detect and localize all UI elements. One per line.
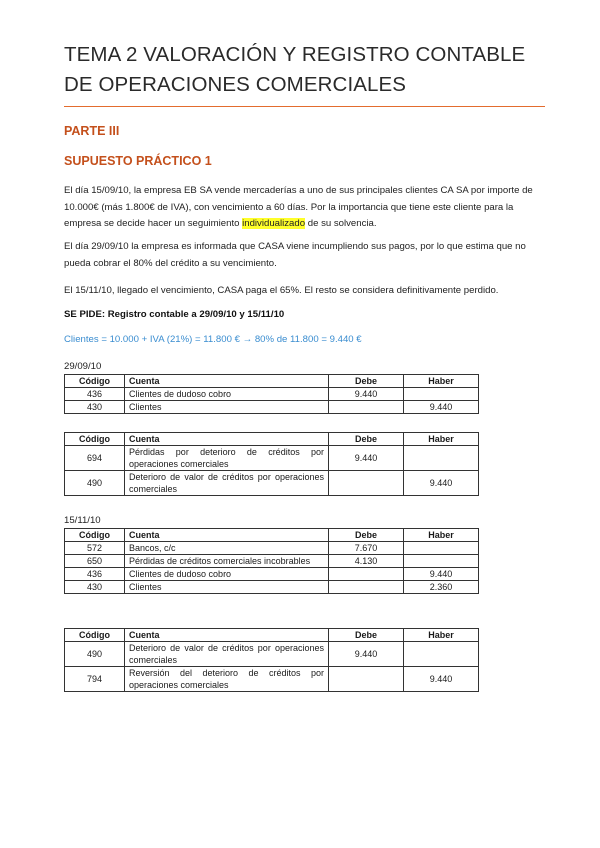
account-code-cell: 436: [65, 568, 125, 581]
header-debe: Debe: [329, 629, 404, 642]
account-code-cell: 436: [65, 388, 125, 401]
account-code-cell: 430: [65, 401, 125, 414]
header-codigo: Código: [65, 375, 125, 388]
calculation-note: Clientes = 10.000 + IVA (21%) = 11.800 € → 80% de 11.800 = 9.440 €: [64, 334, 362, 345]
debit-cell: [329, 581, 404, 594]
account-code-cell: 430: [65, 581, 125, 594]
account-name-cell: Deterioro de valor de créditos por operaciones comerciales: [125, 471, 329, 496]
page-title: TEMA 2 VALORACIÓN Y REGISTRO CONTABLE DE OPERACIONES COMERCIALES: [64, 43, 526, 96]
debit-cell: [329, 568, 404, 581]
account-name-cell: Reversión del deterioro de créditos por operaciones comerciales: [125, 667, 329, 692]
statement-paragraph-3: El 15/11/10, llegado el vencimiento, CASA paga el 65%. El resto se considera definitivamente perdido.: [64, 285, 499, 296]
credit-cell: [404, 542, 479, 555]
credit-cell: [404, 446, 479, 471]
debit-cell: [329, 471, 404, 496]
header-haber: Haber: [404, 629, 479, 642]
header-debe: Debe: [329, 375, 404, 388]
journal-table-3: [64, 528, 479, 594]
journal-table-2: [64, 432, 479, 496]
header-cuenta: Cuenta: [125, 629, 329, 642]
header-haber: Haber: [404, 433, 479, 446]
journal-table-1: [64, 374, 479, 414]
header-debe: Debe: [329, 529, 404, 542]
case-heading: SUPUESTO PRÁCTICO 1: [64, 154, 212, 168]
account-name-cell: Bancos, c/c: [125, 542, 329, 555]
account-name-cell: Clientes: [125, 581, 329, 594]
table-row: [65, 542, 479, 555]
debit-cell: 9.440: [329, 642, 404, 667]
table-row: [65, 555, 479, 568]
credit-cell: 2.360: [404, 581, 479, 594]
account-code-cell: 490: [65, 471, 125, 496]
table-row: [65, 446, 479, 471]
statement-paragraph-1: [64, 183, 546, 233]
header-haber: Haber: [404, 375, 479, 388]
header-codigo: Código: [65, 433, 125, 446]
account-name-cell: Pérdidas de créditos comerciales incobrables: [125, 555, 329, 568]
account-name-cell: Clientes de dudoso cobro: [125, 568, 329, 581]
header-cuenta: Cuenta: [125, 433, 329, 446]
credit-cell: [404, 642, 479, 667]
table-row: [65, 471, 479, 496]
debit-cell: [329, 667, 404, 692]
journal-table-4: [64, 628, 479, 692]
account-name-cell: Clientes: [125, 401, 329, 414]
task-statement: SE PIDE: Registro contable a 29/09/10 y 15/11/10: [64, 309, 285, 320]
title-divider: [64, 106, 545, 107]
account-name-cell: Clientes de dudoso cobro: [125, 388, 329, 401]
account-name-cell: Pérdidas por deterioro de créditos por operaciones comerciales: [125, 446, 329, 471]
credit-cell: 9.440: [404, 471, 479, 496]
header-cuenta: Cuenta: [125, 529, 329, 542]
table-row: [65, 401, 479, 414]
part-heading: PARTE III: [64, 124, 120, 138]
account-code-cell: 694: [65, 446, 125, 471]
account-code-cell: 650: [65, 555, 125, 568]
header-codigo: Código: [65, 529, 125, 542]
paragraph-1-end: de su solvencia.: [305, 218, 377, 229]
account-code-cell: 794: [65, 667, 125, 692]
table-row: [65, 388, 479, 401]
table-row: [65, 642, 479, 667]
debit-cell: 4.130: [329, 555, 404, 568]
debit-cell: 9.440: [329, 388, 404, 401]
header-cuenta: Cuenta: [125, 375, 329, 388]
paragraph-1-text: El día 15/09/10, la empresa EB SA vende mercaderías a uno de sus principales clientes CA SA por importe de 10.000€ (más 1.800€ de IVA), con vencimiento a 60 días. Por la importancia que tiene este cliente para la empresa se decide hacer un seguimiento: [64, 185, 533, 229]
table-row: [65, 581, 479, 594]
debit-cell: 7.670: [329, 542, 404, 555]
table-row: [65, 667, 479, 692]
credit-cell: 9.440: [404, 568, 479, 581]
highlighted-word: individualizado: [242, 218, 306, 229]
credit-cell: [404, 555, 479, 568]
credit-cell: [404, 388, 479, 401]
entry-date-1: 29/09/10: [64, 361, 102, 372]
credit-cell: 9.440: [404, 401, 479, 414]
header-haber: Haber: [404, 529, 479, 542]
account-code-cell: 490: [65, 642, 125, 667]
header-debe: Debe: [329, 433, 404, 446]
account-name-cell: Deterioro de valor de créditos por operaciones comerciales: [125, 642, 329, 667]
entry-date-2: 15/11/10: [64, 515, 101, 526]
credit-cell: 9.440: [404, 667, 479, 692]
header-codigo: Código: [65, 629, 125, 642]
statement-paragraph-2: El día 29/09/10 la empresa es informada que CASA viene incumpliendo sus pagos, por lo que estima que no pueda cobrar el 80% del crédito a su vencimiento.: [64, 241, 526, 269]
debit-cell: 9.440: [329, 446, 404, 471]
account-code-cell: 572: [65, 542, 125, 555]
table-row: [65, 568, 479, 581]
debit-cell: [329, 401, 404, 414]
